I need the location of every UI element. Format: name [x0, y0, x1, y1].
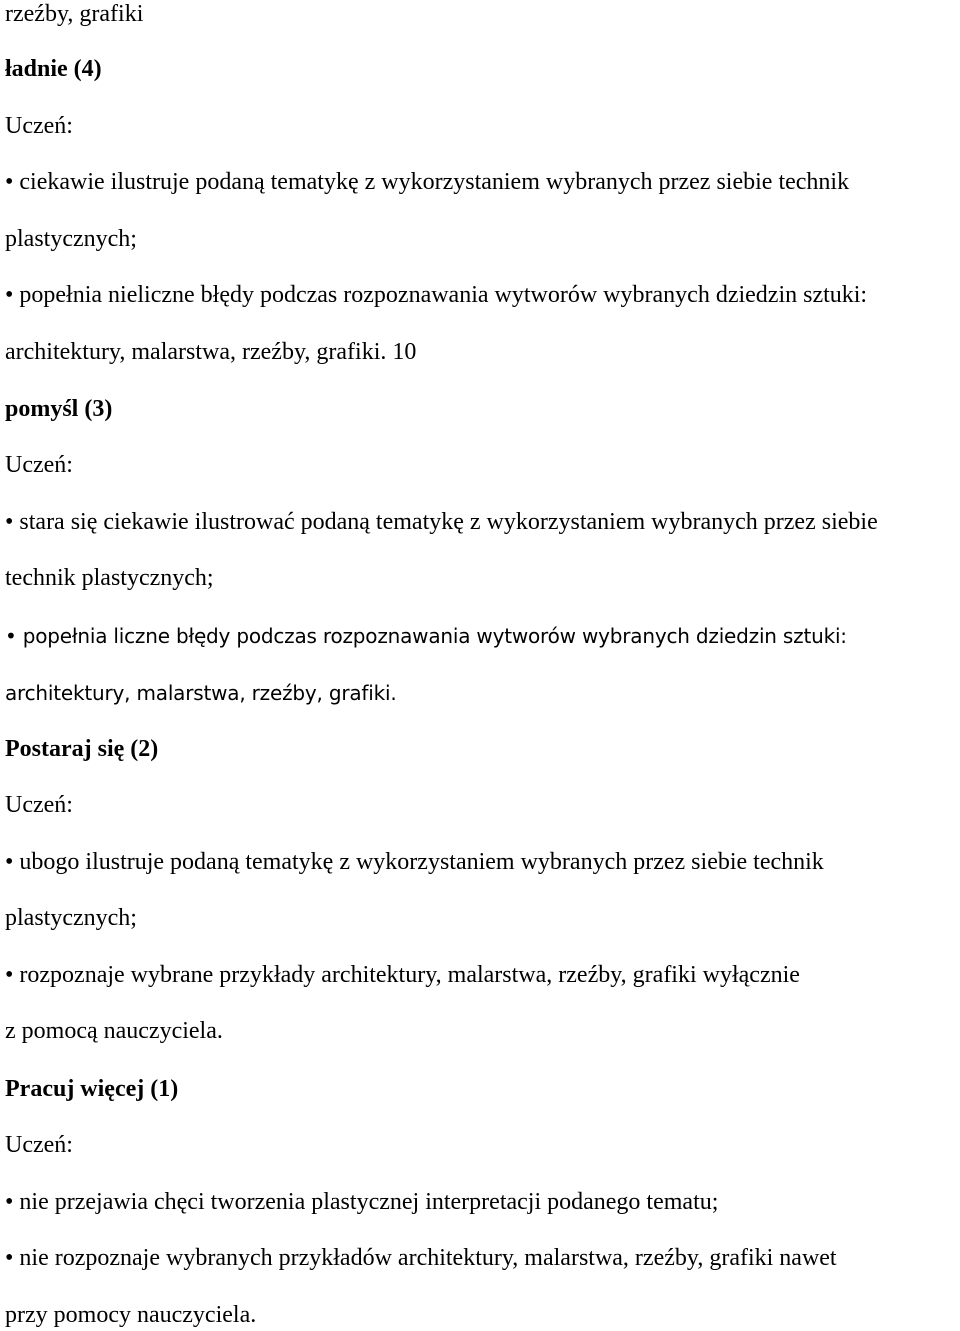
text-line: architektury, malarstwa, rzeźby, grafiki.: [5, 681, 397, 705]
text-line: rzeźby, grafiki: [5, 1, 144, 27]
text-line: plastycznych;: [5, 905, 137, 931]
list-item: • popełnia liczne błędy podczas rozpoznawania wytworów wybranych dziedzin sztuki:: [5, 624, 847, 648]
text-line: przy pomocy nauczyciela.: [5, 1302, 257, 1328]
student-label: Uczeń:: [5, 792, 73, 818]
grade-heading-pomysl: pomyśl (3): [5, 396, 113, 422]
list-item: • rozpoznaje wybrane przykłady architektury, malarstwa, rzeźby, grafiki wyłącznie: [5, 962, 800, 988]
student-label: Uczeń:: [5, 452, 73, 478]
student-label: Uczeń:: [5, 1132, 73, 1158]
text-line: z pomocą nauczyciela.: [5, 1018, 223, 1044]
list-item: • ubogo ilustruje podaną tematykę z wykorzystaniem wybranych przez siebie technik: [5, 849, 824, 875]
grade-heading-pracuj-wiecej: Pracuj więcej (1): [5, 1076, 179, 1102]
student-label: Uczeń:: [5, 113, 73, 139]
text-line: technik plastycznych;: [5, 565, 214, 591]
list-item: • nie rozpoznaje wybranych przykładów architektury, malarstwa, rzeźby, grafiki nawet: [5, 1245, 837, 1271]
list-item: • popełnia nieliczne błędy podczas rozpoznawania wytworów wybranych dziedzin sztuki:: [5, 282, 868, 308]
text-line: architektury, malarstwa, rzeźby, grafiki. 10: [5, 339, 417, 365]
list-item: • ciekawie ilustruje podaną tematykę z wykorzystaniem wybranych przez siebie technik: [5, 169, 850, 195]
grade-heading-postaraj-sie: Postaraj się (2): [5, 736, 159, 762]
text-line: plastycznych;: [5, 226, 137, 252]
grade-heading-ladnie: ładnie (4): [5, 56, 102, 82]
list-item: • nie przejawia chęci tworzenia plastycznej interpretacji podanego tematu;: [5, 1189, 719, 1215]
list-item: • stara się ciekawie ilustrować podaną tematykę z wykorzystaniem wybranych przez siebie: [5, 509, 878, 535]
